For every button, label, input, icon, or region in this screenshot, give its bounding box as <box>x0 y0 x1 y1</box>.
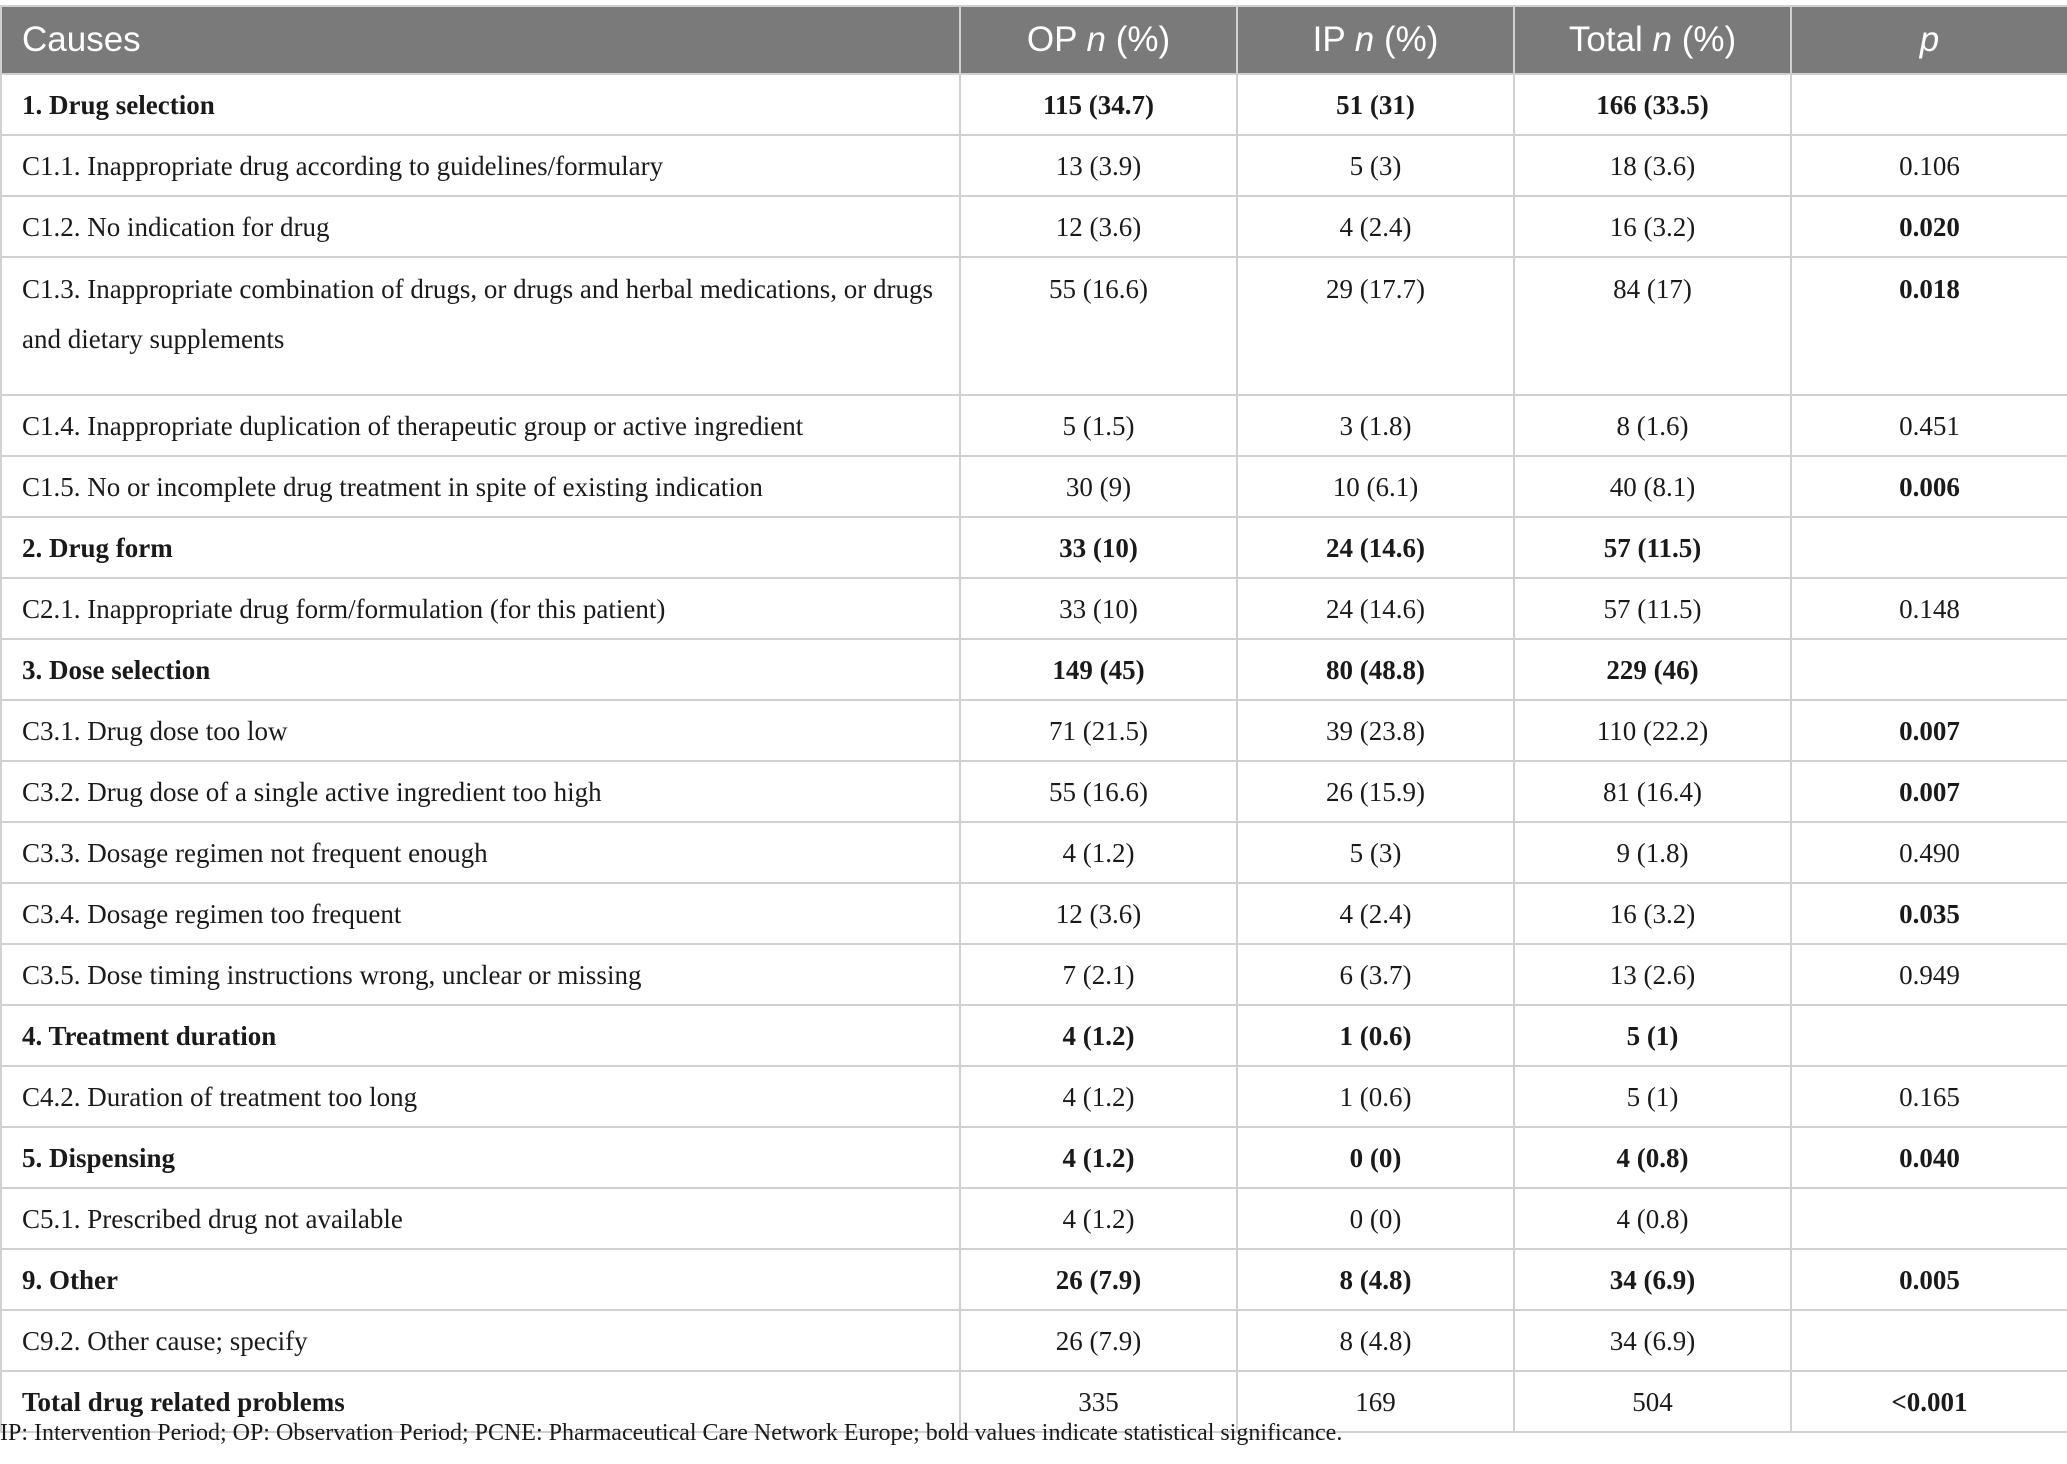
total-cell: 16 (3.2) <box>1514 196 1791 257</box>
op-cell: 26 (7.9) <box>960 1249 1237 1310</box>
total-cell: 13 (2.6) <box>1514 944 1791 1005</box>
header-p: p <box>1791 6 2067 74</box>
p-value-cell: 0.018 <box>1791 257 2067 395</box>
header-op: OP n (%) <box>960 6 1237 74</box>
total-cell: 4 (0.8) <box>1514 1188 1791 1249</box>
cause-cell: C2.1. Inappropriate drug form/formulation (for this patient) <box>1 578 960 639</box>
op-cell: 335 <box>960 1371 1237 1432</box>
p-value-cell <box>1791 74 2067 135</box>
cause-cell: C3.2. Drug dose of a single active ingredient too high <box>1 761 960 822</box>
p-value-cell: 0.020 <box>1791 196 2067 257</box>
cause-cell: C5.1. Prescribed drug not available <box>1 1188 960 1249</box>
p-value-cell: 0.040 <box>1791 1127 2067 1188</box>
cause-cell: C3.5. Dose timing instructions wrong, unclear or missing <box>1 944 960 1005</box>
total-cell: 40 (8.1) <box>1514 456 1791 517</box>
op-cell: 33 (10) <box>960 578 1237 639</box>
op-cell: 4 (1.2) <box>960 1188 1237 1249</box>
table-row <box>1 395 2067 456</box>
p-value-cell: 0.148 <box>1791 578 2067 639</box>
total-cell: 4 (0.8) <box>1514 1127 1791 1188</box>
p-value-cell: <0.001 <box>1791 1371 2067 1432</box>
p-value-cell: 0.451 <box>1791 395 2067 456</box>
total-cell: 5 (1) <box>1514 1066 1791 1127</box>
ip-cell: 4 (2.4) <box>1237 883 1514 944</box>
op-cell: 4 (1.2) <box>960 1127 1237 1188</box>
op-cell: 55 (16.6) <box>960 761 1237 822</box>
total-cell: 81 (16.4) <box>1514 761 1791 822</box>
ip-cell: 39 (23.8) <box>1237 700 1514 761</box>
total-cell: 504 <box>1514 1371 1791 1432</box>
table-row <box>1 1310 2067 1371</box>
cause-cell: Total drug related problems <box>1 1371 960 1432</box>
cause-cell: C1.1. Inappropriate drug according to guidelines/formulary <box>1 135 960 196</box>
cause-cell: 9. Other <box>1 1249 960 1310</box>
p-value-cell <box>1791 1188 2067 1249</box>
category-row <box>1 639 2067 700</box>
ip-cell: 29 (17.7) <box>1237 257 1514 395</box>
total-cell: 18 (3.6) <box>1514 135 1791 196</box>
table-row <box>1 456 2067 517</box>
total-cell: 34 (6.9) <box>1514 1310 1791 1371</box>
cause-cell: C3.1. Drug dose too low <box>1 700 960 761</box>
cause-cell: C3.3. Dosage regimen not frequent enough <box>1 822 960 883</box>
category-row <box>1 1249 2067 1310</box>
table-row <box>1 1066 2067 1127</box>
table-row <box>1 196 2067 257</box>
cause-cell: 5. Dispensing <box>1 1127 960 1188</box>
total-cell: 9 (1.8) <box>1514 822 1791 883</box>
ip-cell: 6 (3.7) <box>1237 944 1514 1005</box>
op-cell: 26 (7.9) <box>960 1310 1237 1371</box>
op-cell: 4 (1.2) <box>960 1005 1237 1066</box>
p-value-cell <box>1791 1005 2067 1066</box>
total-cell: 16 (3.2) <box>1514 883 1791 944</box>
category-row <box>1 1127 2067 1188</box>
cause-cell: C1.3. Inappropriate combination of drugs, or drugs and herbal medications, or drugs and dietary supplements <box>1 257 960 395</box>
p-value-cell: 0.165 <box>1791 1066 2067 1127</box>
table-row <box>1 1188 2067 1249</box>
total-cell: 166 (33.5) <box>1514 74 1791 135</box>
op-cell: 4 (1.2) <box>960 1066 1237 1127</box>
ip-cell: 5 (3) <box>1237 135 1514 196</box>
op-cell: 5 (1.5) <box>960 395 1237 456</box>
ip-cell: 26 (15.9) <box>1237 761 1514 822</box>
op-cell: 149 (45) <box>960 639 1237 700</box>
table-row <box>1 257 2067 395</box>
ip-cell: 51 (31) <box>1237 74 1514 135</box>
op-cell: 55 (16.6) <box>960 257 1237 395</box>
category-row <box>1 74 2067 135</box>
causes-table <box>0 5 2067 1433</box>
total-cell: 229 (46) <box>1514 639 1791 700</box>
p-value-cell: 0.490 <box>1791 822 2067 883</box>
p-value-cell: 0.005 <box>1791 1249 2067 1310</box>
op-cell: 13 (3.9) <box>960 135 1237 196</box>
category-row <box>1 1005 2067 1066</box>
ip-cell: 5 (3) <box>1237 822 1514 883</box>
ip-cell: 24 (14.6) <box>1237 517 1514 578</box>
table-row <box>1 578 2067 639</box>
header-ip: IP n (%) <box>1237 6 1514 74</box>
cause-cell: C1.2. No indication for drug <box>1 196 960 257</box>
ip-cell: 8 (4.8) <box>1237 1249 1514 1310</box>
p-value-cell: 0.035 <box>1791 883 2067 944</box>
op-cell: 12 (3.6) <box>960 196 1237 257</box>
total-cell: 84 (17) <box>1514 257 1791 395</box>
total-cell: 34 (6.9) <box>1514 1249 1791 1310</box>
ip-cell: 8 (4.8) <box>1237 1310 1514 1371</box>
total-cell: 8 (1.6) <box>1514 395 1791 456</box>
p-value-cell <box>1791 639 2067 700</box>
cause-cell: C3.4. Dosage regimen too frequent <box>1 883 960 944</box>
total-cell: 57 (11.5) <box>1514 517 1791 578</box>
op-cell: 30 (9) <box>960 456 1237 517</box>
ip-cell: 1 (0.6) <box>1237 1005 1514 1066</box>
header-causes: Causes <box>1 6 960 74</box>
category-row <box>1 517 2067 578</box>
header-total: Total n (%) <box>1514 6 1791 74</box>
table-row <box>1 700 2067 761</box>
total-cell: 5 (1) <box>1514 1005 1791 1066</box>
table-row <box>1 822 2067 883</box>
cause-cell: 4. Treatment duration <box>1 1005 960 1066</box>
total-cell: 57 (11.5) <box>1514 578 1791 639</box>
p-value-cell: 0.949 <box>1791 944 2067 1005</box>
op-cell: 33 (10) <box>960 517 1237 578</box>
total-cell: 110 (22.2) <box>1514 700 1791 761</box>
table-row <box>1 761 2067 822</box>
cause-cell: C1.5. No or incomplete drug treatment in spite of existing indication <box>1 456 960 517</box>
op-cell: 12 (3.6) <box>960 883 1237 944</box>
cause-cell: 1. Drug selection <box>1 74 960 135</box>
cause-cell: C1.4. Inappropriate duplication of therapeutic group or active ingredient <box>1 395 960 456</box>
table-row <box>1 883 2067 944</box>
ip-cell: 0 (0) <box>1237 1188 1514 1249</box>
table-row <box>1 944 2067 1005</box>
op-cell: 4 (1.2) <box>960 822 1237 883</box>
cause-cell: 2. Drug form <box>1 517 960 578</box>
p-value-cell: 0.007 <box>1791 700 2067 761</box>
ip-cell: 169 <box>1237 1371 1514 1432</box>
ip-cell: 1 (0.6) <box>1237 1066 1514 1127</box>
p-value-cell <box>1791 1310 2067 1371</box>
p-value-cell: 0.106 <box>1791 135 2067 196</box>
ip-cell: 80 (48.8) <box>1237 639 1514 700</box>
table-header <box>1 6 2067 74</box>
table-container <box>0 5 2067 1433</box>
ip-cell: 24 (14.6) <box>1237 578 1514 639</box>
cause-cell: C9.2. Other cause; specify <box>1 1310 960 1371</box>
op-cell: 7 (2.1) <box>960 944 1237 1005</box>
table-row <box>1 135 2067 196</box>
p-value-cell <box>1791 517 2067 578</box>
op-cell: 115 (34.7) <box>960 74 1237 135</box>
header-row <box>1 6 2067 74</box>
table-body <box>1 74 2067 1432</box>
cause-cell: 3. Dose selection <box>1 639 960 700</box>
table-footnote: IP: Intervention Period; OP: Observation Period; PCNE: Pharmaceutical Care Network Europe; bold values indicate statistical significance. <box>0 1420 1343 1446</box>
ip-cell: 10 (6.1) <box>1237 456 1514 517</box>
ip-cell: 4 (2.4) <box>1237 196 1514 257</box>
op-cell: 71 (21.5) <box>960 700 1237 761</box>
p-value-cell: 0.006 <box>1791 456 2067 517</box>
ip-cell: 3 (1.8) <box>1237 395 1514 456</box>
ip-cell: 0 (0) <box>1237 1127 1514 1188</box>
p-value-cell: 0.007 <box>1791 761 2067 822</box>
cause-cell: C4.2. Duration of treatment too long <box>1 1066 960 1127</box>
